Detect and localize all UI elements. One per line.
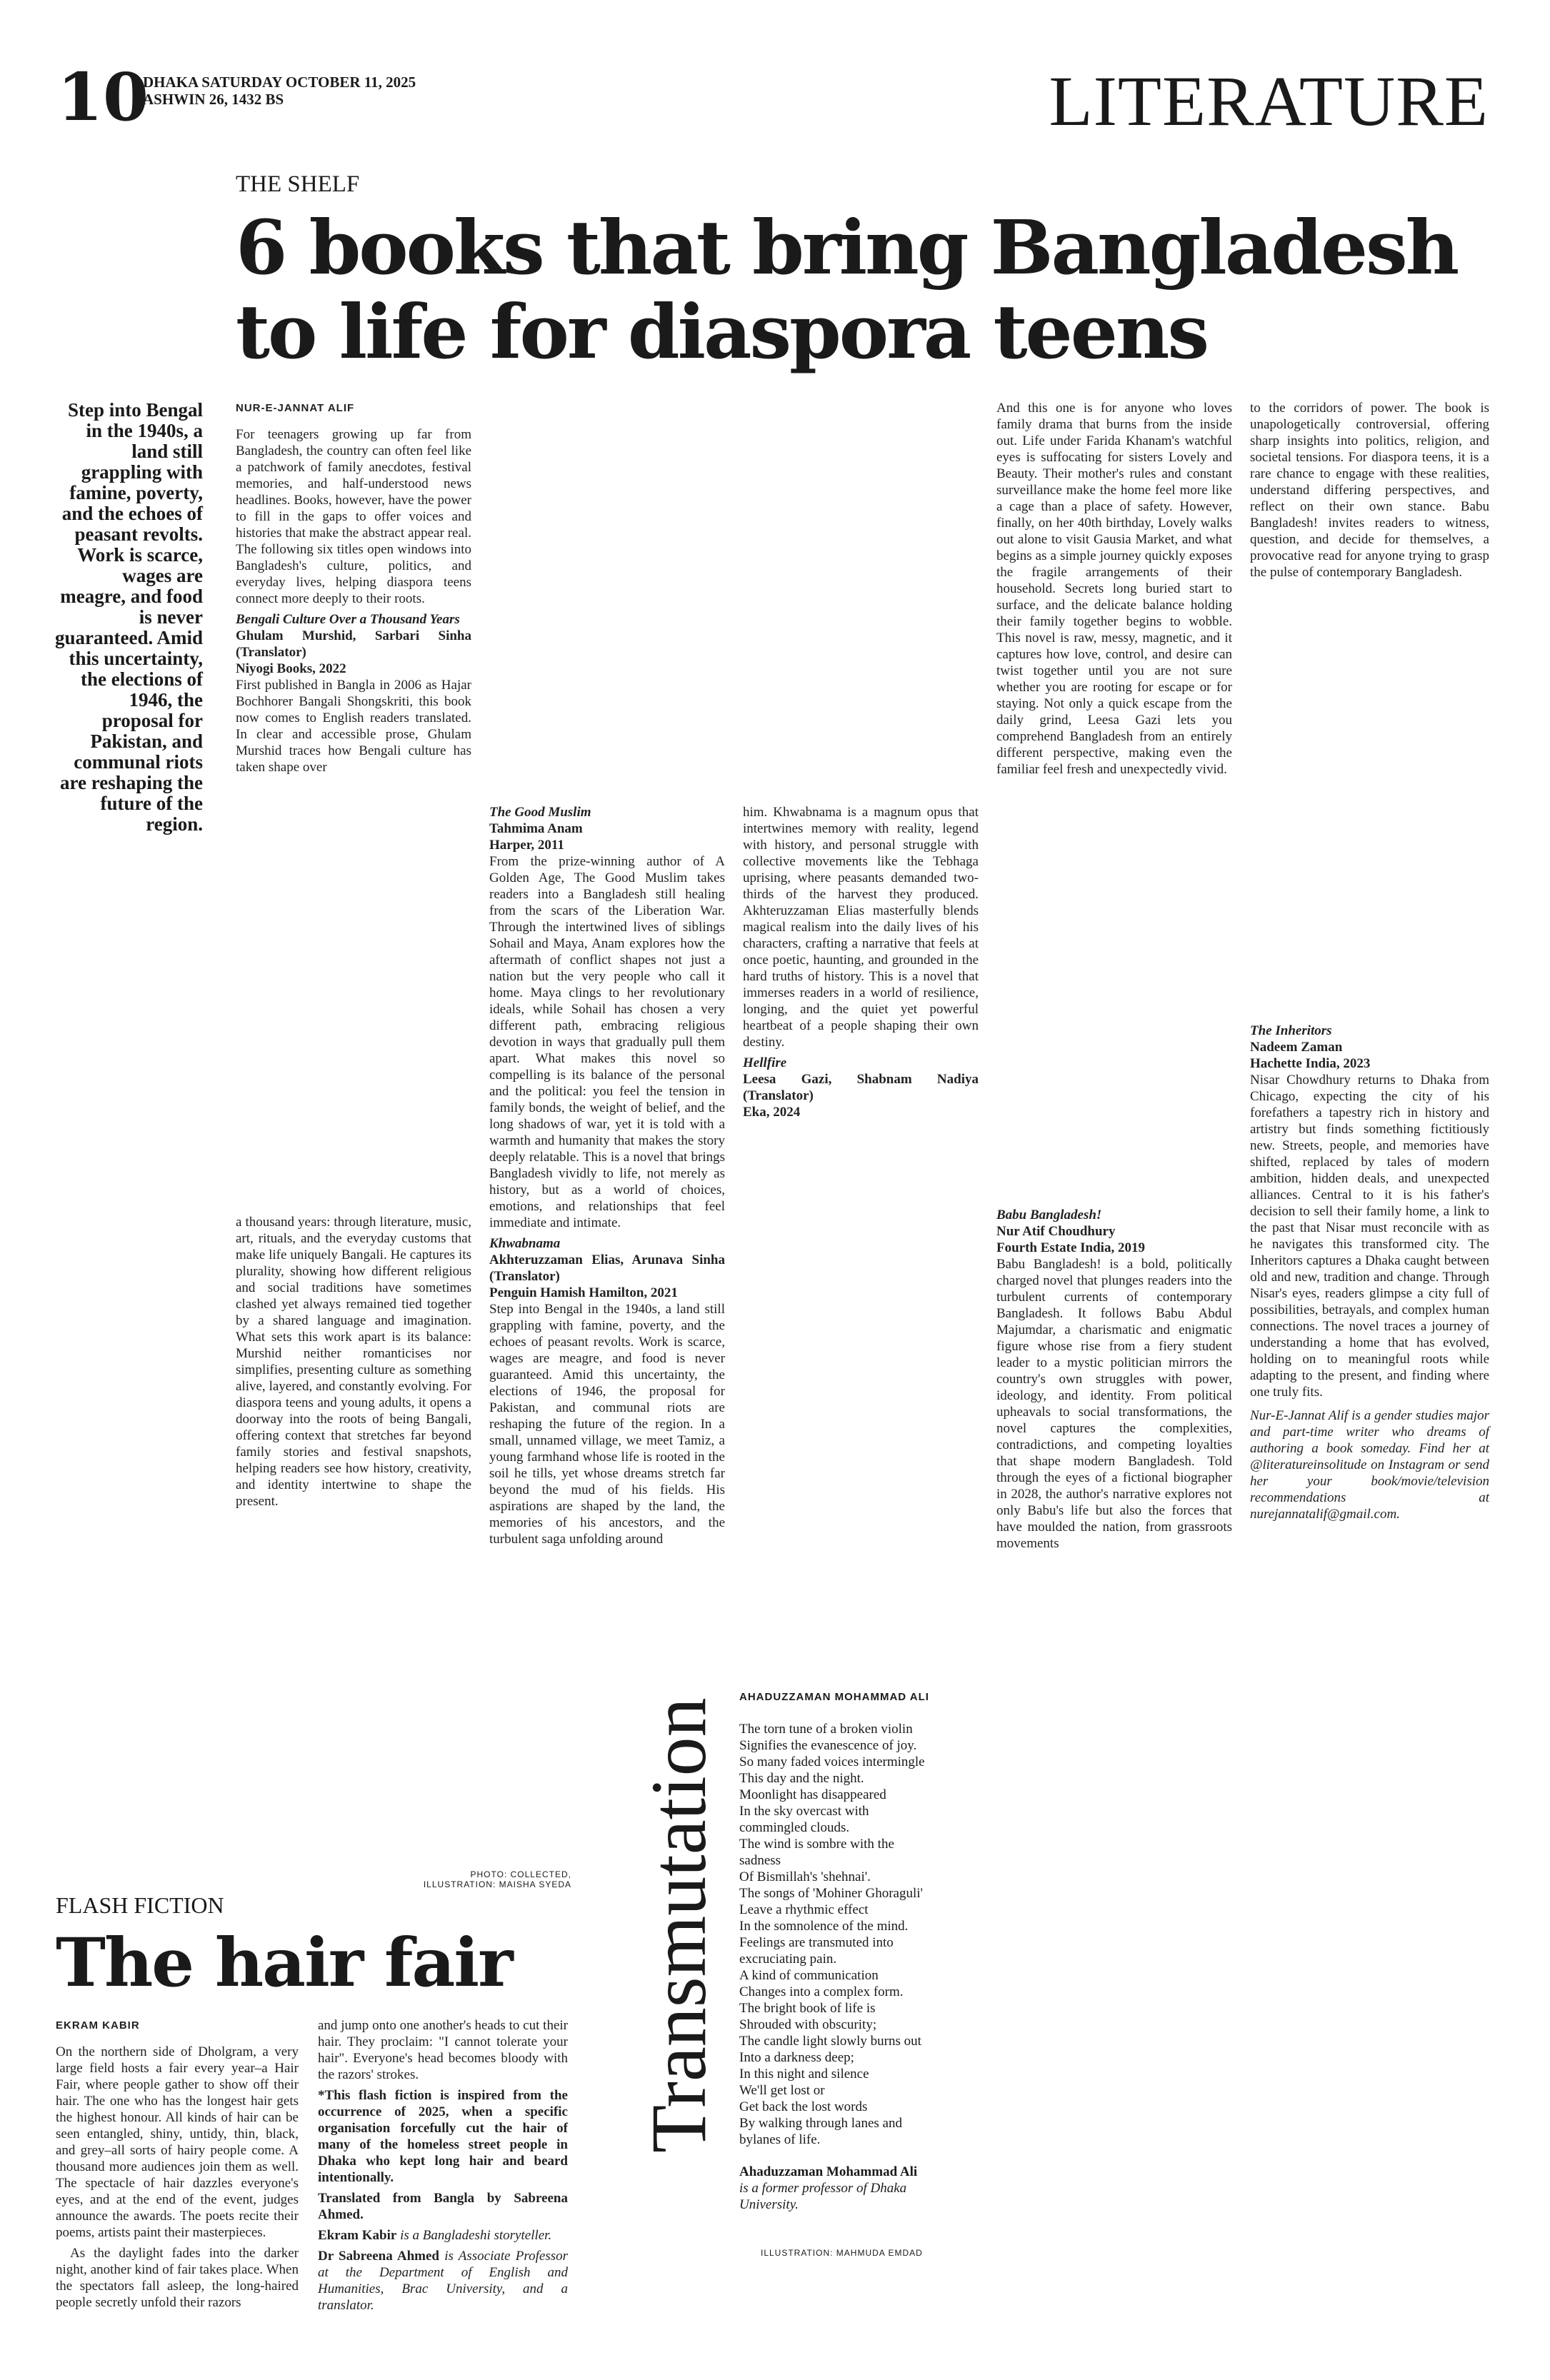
book-publisher: Harper, 2011 xyxy=(489,838,564,853)
book-publisher: Fourth Estate India, 2019 xyxy=(996,1240,1145,1255)
poem-line: Shrouded with obscurity; xyxy=(739,2017,877,2032)
book-publisher: Hachette India, 2023 xyxy=(1250,1056,1371,1071)
flash-paragraph: As the daylight fades into the darker night, another kind of fair takes place. When the spectators fall asleep, the long-haired people secretly unfold their razors xyxy=(56,2246,299,2310)
credit-line-2: ILLUSTRATION: MAISHA SYEDA xyxy=(423,1879,571,1889)
book-text: a thousand years: through literature, music, art, rituals, and the everyday customs that make life uniquely Bangali. He captures its plurality, showing how different religious and social traditions have sometimes clashed yet always remained tied together by a shared language and imagination. What sets this work apart is its balance: Murshid neither romanticises nor simplifies, presenting culture as something alive, layered, and constantly evolving. For diaspora teens and young adults, it opens a doorway into the roots of being Bangali, offering context that stretches far beyond family stories and festival snapshots, helping readers see how history, creativity, and identity intertwine to shape the present. xyxy=(236,1215,471,1509)
dateline xyxy=(143,74,416,108)
credit-line-1: PHOTO: COLLECTED, xyxy=(470,1869,571,1879)
poem-line: Of Bismillah's 'shehnai'. xyxy=(739,1869,871,1884)
article-column-4-bottom xyxy=(996,1207,1232,1556)
poem-line: The songs of 'Mohiner Ghoraguli' xyxy=(739,1886,923,1901)
poem-line: Into a darkness deep; xyxy=(739,2050,854,2065)
poem-line: So many faded voices intermingle xyxy=(739,1754,925,1769)
article-column-5-top xyxy=(1250,400,1489,585)
flash-paragraph: and jump onto one another's heads to cut their hair. They proclaim: "I cannot tolerate your hair". Everyone's head becomes bloody with the razors' strokes. xyxy=(318,2018,568,2082)
bio-name: Dr Sabreena Ahmed xyxy=(318,2249,439,2264)
poem-title: Transmutation xyxy=(635,1697,722,2153)
poem-line: excruciating pain. xyxy=(739,1952,837,1967)
photo-credit xyxy=(343,1869,571,1889)
poem-line: This day and the night. xyxy=(739,1771,864,1786)
poem-line: The bright book of life is xyxy=(739,2001,876,2016)
article-column-2 xyxy=(489,804,725,1552)
poem-line: In the sky overcast with xyxy=(739,1804,869,1819)
bio-text: is Associate Professor at the Department of English and Humanities, Brac University, and a translator. xyxy=(318,2249,568,2313)
poem-line: The candle light slowly burns out xyxy=(739,2034,921,2049)
headline-line-1: 6 books that bring Bangladesh xyxy=(236,204,1458,291)
book-author: Ghulam Murshid, Sarbari Sinha (Translator) xyxy=(236,628,471,660)
poem-body xyxy=(739,1721,950,2213)
book-text: to the corridors of power. The book is unapologetically controversial, offering sharp insights into politics, religion, and societal tensions. For diaspora teens, it is a rare chance to engage with these realities, understand differing perspectives, and reflect on their own stance. Babu Bangladesh! invites readers to witness, question, and decide for themselves, a provocative read for anyone trying to grasp the pulse of contemporary Bangladesh. xyxy=(1250,401,1489,580)
article-column-5-bottom xyxy=(1250,1023,1489,1527)
poem-line: Changes into a complex form. xyxy=(739,1984,904,1999)
book-title: Hellfire xyxy=(743,1055,787,1070)
poem-line: commingled clouds. xyxy=(739,1820,850,1835)
book-author: Tahmima Anam xyxy=(489,821,583,836)
intro: For teenagers growing up far from Bangladesh, the country can often feel like a patchwork of family anecdotes, festival memories, and half-understood news headlines. Books, however, have the power to fill in the gaps to offer voices and histories that make the abstract appear real. The following six titles open windows into Bangladesh's culture, politics, and everyday lives, helping diaspora teens connect more deeply to their roots. xyxy=(236,427,471,606)
bio-text: is a former professor of Dhaka University. xyxy=(739,2181,907,2212)
flash-kicker: FLASH FICTION xyxy=(56,1892,224,1918)
poem-line: By walking through lanes and xyxy=(739,2116,902,2131)
book-publisher: Penguin Hamish Hamilton, 2021 xyxy=(489,1285,678,1300)
poem-line: The wind is sombre with the xyxy=(739,1837,894,1852)
book-title: Babu Bangladesh! xyxy=(996,1207,1102,1222)
poem-line: Signifies the evanescence of joy. xyxy=(739,1738,917,1753)
poem-line: bylanes of life. xyxy=(739,2132,821,2147)
book-publisher: Eka, 2024 xyxy=(743,1105,801,1120)
book-author: Akhteruzzaman Elias, Arunava Sinha (Translator) xyxy=(489,1252,725,1284)
author-bio: Nur-E-Jannat Alif is a gender studies major and part-time writer who dreams of authoring a book someday. Find her at @literatureinsolitude on Instagram or send her your book/movie/television recommendations at nurejannatalif@gmail.com. xyxy=(1250,1408,1489,1522)
bio-text: is a Bangladeshi storyteller. xyxy=(400,2228,552,2243)
flash-column-2 xyxy=(318,2017,568,2318)
byline: NUR-E-JANNAT ALIF xyxy=(236,402,355,414)
poem-line: A kind of communication xyxy=(739,1968,879,1983)
flash-bio-2 xyxy=(318,2248,568,2314)
pull-quote: Step into Bengal in the 1940s, a land still grappling with famine, poverty, and the echoes of peasant revolts. Work is scarce, wages are meagre, and food is never guaranteed. Amid this uncertainty, the elections of 1946, the proposal for Pakistan, and communal riots are reshaping the future of the region. xyxy=(54,399,203,835)
book-text: And this one is for anyone who loves family drama that burns from the inside out. Life under Farida Khanam's watchful eyes is suffocating for sisters Lovely and Beauty. Their mother's rules and constant surveillance make the home feel more like a cage than a place of safety. However, finally, on her 40th birthday, Lovely walks out alone to visit Gausia Market, and what begins as a simple journey quickly exposes the fragile arrangements of their household. Secrets long buried start to surface, and the delicate balance holding their family together begins to wobble. This novel is raw, messy, magnetic, and it captures how love, control, and desire can twist together until you are not sure whether you are rooting for escape or for staying. Not only a quick escape from the daily grind, Leesa Gazi lets you comprehend Bangladesh from an entirely different perspective, making even the familiar feel fresh and unexpectedly vivid. xyxy=(996,401,1232,777)
section-title: LITERATURE xyxy=(1049,61,1489,141)
flash-paragraph: On the northern side of Dholgram, a very large field hosts a fair every year–a Hair Fair, where people gather to show off their hair. The one who has the longest hair gets the highest honour. All kinds of hair can be seen entangled, shiny, untidy, thin, black, and grey–all sorts of hairy people come. A thousand more audiences join them as well. The spectacle of hair dazzles everyone's eyes, and at the end of the event, judges announce the awards. The poets recite their poems, artists paint their masterpieces. xyxy=(56,2044,299,2240)
headline-line-2: to life for diaspora teens xyxy=(236,288,1208,376)
article-column-3 xyxy=(743,804,979,1120)
poem-bio xyxy=(739,2164,950,2213)
book-title: Khwabnama xyxy=(489,1236,561,1251)
kicker: THE SHELF xyxy=(236,171,360,197)
page-number: 10 xyxy=(57,59,149,136)
poem-line: Leave a rhythmic effect xyxy=(739,1902,869,1917)
poem-line: In this night and silence xyxy=(739,2067,869,2082)
article-column-4-top xyxy=(996,400,1232,782)
book-author: Nadeem Zaman xyxy=(1250,1040,1343,1055)
book-title: The Good Muslim xyxy=(489,805,591,820)
date: DHAKA SATURDAY OCTOBER 11, 2025 xyxy=(143,74,416,91)
book-title: The Inheritors xyxy=(1250,1023,1332,1038)
book-author: Nur Atif Choudhury xyxy=(996,1224,1116,1239)
flash-headline: The hair fair xyxy=(56,1924,512,2002)
flash-bio-1 xyxy=(318,2227,568,2244)
flash-byline: EKRAM KABIR xyxy=(56,2019,140,2032)
book-text: Nisar Chowdhury returns to Dhaka from Chicago, expecting the city of his forefathers a tapestry rich in history and artistry but finds something fictitiously new. Streets, people, and memories have shifted, replaced by tales of modern ambition, hidden deals, and unexpected alliances. Central to it is his father's decision to sell their family home, a link to the past that Nisar must reconcile with as he navigates this transformed city. The Inheritors captures a Dhaka caught between old and new, tradition and change. Through Nisar's eyes, readers glimpse a city full of possibilities, betrayals, and complex human connections. The novel traces a journey of understanding a home that has evolved, holding on to meaningful roots while adapting to the present, and finding where one truly fits. xyxy=(1250,1073,1489,1400)
book-publisher: Niyogi Books, 2022 xyxy=(236,661,346,676)
headline xyxy=(236,206,1457,374)
flash-translated: Translated from Bangla by Sabreena Ahmed. xyxy=(318,2191,568,2222)
poem-line: In the somnolence of the mind. xyxy=(739,1919,909,1934)
poem-line: Get back the lost words xyxy=(739,2099,868,2114)
illustration-credit: ILLUSTRATION: MAHMUDA EMDAD xyxy=(761,2248,923,2258)
poem-line: Moonlight has disappeared xyxy=(739,1787,886,1802)
poem-line: The torn tune of a broken violin xyxy=(739,1722,913,1737)
book-text: him. Khwabnama is a magnum opus that intertwines memory with reality, legend with history, and personal struggle with collective movements like the Tebhaga uprising, where peasants demanded two-thirds of the harvest they produced. Akhteruzzaman Elias masterfully blends magical realism into the daily lives of his characters, crafting a narrative that feels at once poetic, haunting, and grounded in the hard truths of history. This is a novel that immerses readers in a world of resilience, longing, and the quiet yet powerful heartbeat of a people shaping their own destiny. xyxy=(743,805,979,1050)
date-bangla: ASHWIN 26, 1432 BS xyxy=(143,91,284,108)
article-column-1-bottom xyxy=(236,1214,471,1514)
book-text: Step into Bengal in the 1940s, a land still grappling with famine, poverty, and the echoes of peasant revolts. Work is scarce, wages are meagre, and food is never guaranteed. Amid this uncertainty, the elections of 1946, the proposal for Pakistan, and communal riots are reshaping the future of the region. In a small, unnamed village, we meet Tamiz, a young farmhand whose life is rooted in the soil he tills, yet whose dreams stretch far beyond the mud of his fields. His aspirations are shaped by the land, the memories of his ancestors, and the turbulent saga unfolding around xyxy=(489,1302,725,1547)
book-title: Bengali Culture Over a Thousand Years xyxy=(236,612,460,627)
poem-line: We'll get lost or xyxy=(739,2083,825,2098)
book-text: From the prize-winning author of A Golden Age, The Good Muslim takes readers into a Bangladesh still healing from the scars of the Liberation War. Through the intertwined lives of siblings Sohail and Maya, Anam explores how the aftermath of conflict shapes not just a nation but the very people who call it home. Maya clings to her revolutionary ideals, while Sohail has chosen a very different path, embracing religious devotion in ways that gradually pull them apart. What makes this novel so compelling is its balance of the personal and the political: you feel the tension in family bonds, the weight of belief, and the long shadows of war, yet it is told with a warmth and humanity that makes the story deeply relatable. This is a novel that brings Bangladesh vividly to life, not merely as history, but as a world of choices, emotions, and relationships that feel immediate and intimate. xyxy=(489,854,725,1230)
flash-note: *This flash fiction is inspired from the occurrence of 2025, when a specific organisation forcefully cut the hair of many of the homeless street people in Dhaka who kept long hair and beard intentionally. xyxy=(318,2088,568,2185)
book-text: First published in Bangla in 2006 as Hajar Bochhorer Bangali Shongskriti, this book now comes to English readers translated. In clear and accessible prose, Ghulam Murshid traces how Bengali culture has taken shape over xyxy=(236,678,471,775)
flash-column-1 xyxy=(56,2017,299,2315)
bio-name: Ahaduzzaman Mohammad Ali xyxy=(739,2164,918,2179)
poem-byline: AHADUZZAMAN MOHAMMAD ALI xyxy=(739,1691,929,1703)
bio-name: Ekram Kabir xyxy=(318,2228,397,2243)
poem-line: Feelings are transmuted into xyxy=(739,1935,894,1950)
poem-line: sadness xyxy=(739,1853,781,1868)
book-author: Leesa Gazi, Shabnam Nadiya (Translator) xyxy=(743,1072,979,1103)
article-column-1-top xyxy=(236,400,471,780)
book-text: Babu Bangladesh! is a bold, politically charged novel that plunges readers into the turbulent currents of contemporary Bangladesh. It follows Babu Abdul Majumdar, a charismatic and enigmatic figure whose rise from a fiery student leader to a mystic politician mirrors the country's own struggles with power, ideology, and identity. From political upheavals to social transformations, the novel captures the complexities, contradictions, and competing loyalties that shape modern Bangladesh. Told through the eyes of a fictional biographer in 2028, the author's narrative explores not only Babu's life but also the forces that have moulded the nation, from grassroots movements xyxy=(996,1257,1232,1551)
